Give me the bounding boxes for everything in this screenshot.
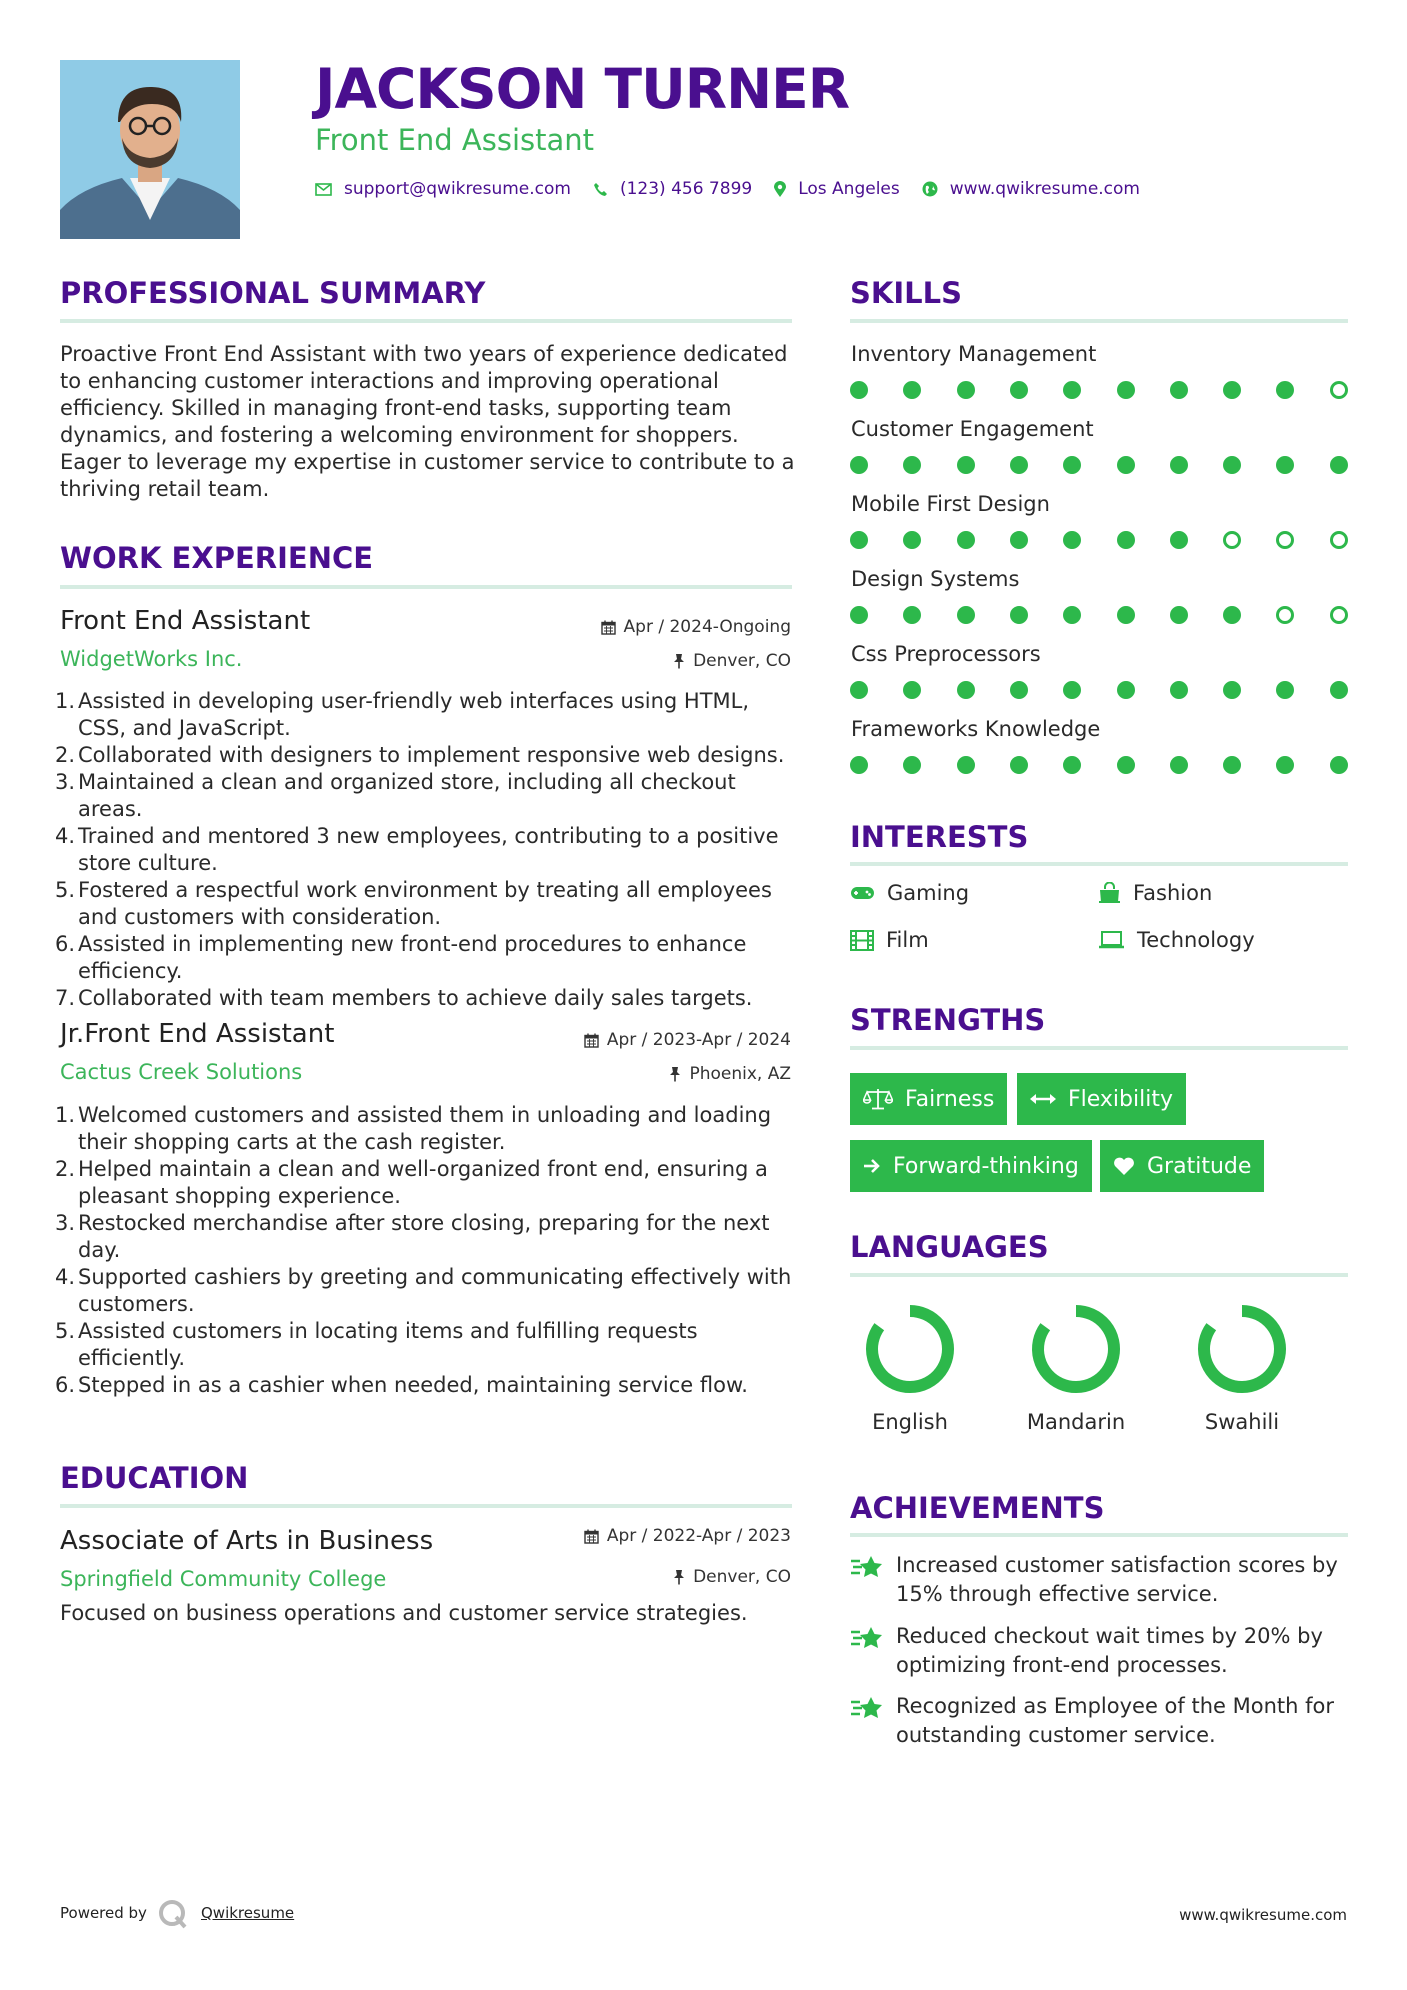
achievement-item xyxy=(850,1692,1360,1750)
education-description: Focused on business operations and customer service strategies. xyxy=(60,1601,748,1625)
interest-item xyxy=(850,881,969,905)
skill-dot-filled xyxy=(1063,681,1081,699)
language-label: English xyxy=(872,1410,948,1434)
candidate-name: JACKSON TURNER xyxy=(315,57,850,121)
shooting-star-icon xyxy=(850,1694,884,1722)
skill-dot-filled xyxy=(957,531,975,549)
film-icon xyxy=(850,930,874,951)
interest-item xyxy=(850,928,929,952)
skill-name: Inventory Management xyxy=(851,342,1097,366)
bullet-text: Collaborated with designers to implement responsive web designs. xyxy=(78,743,785,767)
bullet-item xyxy=(55,1372,800,1399)
language-label: Mandarin xyxy=(1026,1410,1126,1434)
bullet-text: Maintained a clean and organized store, including all checkout areas. xyxy=(78,770,736,821)
skill-dot-filled xyxy=(1170,381,1188,399)
job-location xyxy=(669,1064,791,1084)
skill-rating xyxy=(850,681,1350,701)
dates-text: Apr / 2022-Apr / 2023 xyxy=(606,1526,791,1546)
skill-dot-filled xyxy=(1010,456,1028,474)
bullet-number: 6. xyxy=(55,932,76,956)
location-text: Denver, CO xyxy=(693,651,791,671)
bullet-item xyxy=(55,688,800,742)
skill-dot-filled xyxy=(903,456,921,474)
arrow-right-icon xyxy=(863,1157,881,1175)
website-text: www.qwikresume.com xyxy=(949,179,1140,199)
skill-name: Mobile First Design xyxy=(851,492,1050,516)
strengths-heading: STRENGTHS xyxy=(850,1003,1046,1037)
achievement-item xyxy=(850,1551,1360,1609)
skill-dot-filled xyxy=(957,381,975,399)
bullet-item xyxy=(55,1264,800,1318)
skill-dot-filled xyxy=(903,756,921,774)
bullet-text: Stepped in as a cashier when needed, maintaining service flow. xyxy=(78,1373,748,1397)
skill-dot-filled xyxy=(1276,681,1294,699)
bullet-number: 5. xyxy=(55,878,76,902)
skills-heading: SKILLS xyxy=(850,276,962,310)
section-divider xyxy=(60,585,792,589)
skill-dot-filled xyxy=(1330,681,1348,699)
skill-dot-filled xyxy=(1170,531,1188,549)
skill-dot-filled xyxy=(1117,756,1135,774)
bullet-number: 5. xyxy=(55,1319,76,1343)
dates-text: Apr / 2024-Ongoing xyxy=(623,617,791,637)
qwikresume-link[interactable]: Qwikresume xyxy=(201,1904,295,1922)
calendar-icon xyxy=(584,1529,599,1544)
strength-badge xyxy=(850,1140,1092,1192)
skill-dot-filled xyxy=(1117,381,1135,399)
summary-heading: PROFESSIONAL SUMMARY xyxy=(60,276,486,310)
bullet-item xyxy=(55,1156,800,1210)
language-label: Swahili xyxy=(1204,1410,1280,1434)
candidate-title: Front End Assistant xyxy=(315,123,595,157)
skill-rating xyxy=(850,381,1350,401)
interest-item xyxy=(1098,928,1255,952)
degree-title: Associate of Arts in Business xyxy=(60,1526,434,1556)
bullet-text: Assisted in developing user-friendly web interfaces using HTML, CSS, and JavaScript. xyxy=(78,689,750,740)
skill-dot-filled xyxy=(1010,606,1028,624)
bullet-number: 2. xyxy=(55,743,76,767)
section-divider xyxy=(60,1504,792,1508)
company-name: WidgetWorks Inc. xyxy=(60,647,243,671)
bullet-text: Helped maintain a clean and well-organized front end, ensuring a pleasant shopping experience. xyxy=(78,1157,768,1208)
section-divider xyxy=(850,862,1348,866)
bullet-item xyxy=(55,931,800,985)
section-divider xyxy=(850,319,1348,323)
skill-dot-filled xyxy=(1330,456,1348,474)
contact-row xyxy=(315,179,1162,199)
balance-scale-icon xyxy=(863,1088,893,1110)
thumbtack-icon xyxy=(669,1066,681,1082)
school-name: Springfield Community College xyxy=(60,1567,387,1591)
shooting-star-icon xyxy=(850,1553,884,1581)
skill-dot-filled xyxy=(1223,456,1241,474)
skill-dot-filled xyxy=(1010,531,1028,549)
skill-dot-filled xyxy=(1117,606,1135,624)
job-title: Front End Assistant xyxy=(60,606,311,636)
shooting-star-icon xyxy=(850,1624,884,1652)
education-heading: EDUCATION xyxy=(60,1461,249,1495)
languages-heading: LANGUAGES xyxy=(850,1230,1049,1264)
phone-text: (123) 456 7899 xyxy=(619,179,753,199)
strength-label: Fairness xyxy=(905,1086,995,1112)
skill-dot-empty xyxy=(1330,606,1348,624)
shopping-bag-icon xyxy=(1098,882,1121,904)
skill-dot-filled xyxy=(957,456,975,474)
bullet-text: Fostered a respectful work environment by treating all employees and customers with consideration. xyxy=(78,878,772,929)
skill-dot-filled xyxy=(1063,531,1081,549)
achievement-item xyxy=(850,1622,1360,1680)
interest-label: Fashion xyxy=(1133,881,1213,905)
gamepad-icon xyxy=(850,885,875,901)
bullet-number: 1. xyxy=(55,1103,76,1127)
profile-photo xyxy=(60,60,240,239)
bullet-text: Collaborated with team members to achieve daily sales targets. xyxy=(78,986,753,1010)
skill-dot-empty xyxy=(1330,381,1348,399)
experience-heading: WORK EXPERIENCE xyxy=(60,541,374,575)
section-divider xyxy=(850,1533,1348,1537)
achievement-text: Recognized as Employee of the Month for outstanding customer service. xyxy=(896,1694,1334,1747)
language-progress-ring xyxy=(1016,1302,1136,1402)
language-item xyxy=(1016,1302,1136,1434)
skill-dot-empty xyxy=(1276,606,1294,624)
skill-dot-filled xyxy=(1276,756,1294,774)
skill-dot-filled xyxy=(1330,756,1348,774)
section-divider xyxy=(850,1046,1348,1050)
skill-dot-filled xyxy=(850,456,868,474)
skill-dot-filled xyxy=(1170,606,1188,624)
skill-dot-filled xyxy=(1117,681,1135,699)
skill-dot-empty xyxy=(1330,531,1348,549)
bullet-number: 6. xyxy=(55,1373,76,1397)
company-name: Cactus Creek Solutions xyxy=(60,1060,303,1084)
skill-rating xyxy=(850,531,1350,551)
job-location xyxy=(673,651,791,671)
contact-website[interactable] xyxy=(922,179,1140,199)
interest-item xyxy=(1098,881,1212,905)
skill-dot-filled xyxy=(1276,381,1294,399)
skill-rating xyxy=(850,456,1350,476)
bullet-text: Restocked merchandise after store closing, preparing for the next day. xyxy=(78,1211,770,1262)
skill-dot-filled xyxy=(957,756,975,774)
skill-dot-filled xyxy=(1170,681,1188,699)
skill-dot-filled xyxy=(1063,456,1081,474)
education-dates xyxy=(584,1526,791,1546)
language-item xyxy=(850,1302,970,1434)
interests-heading: INTERESTS xyxy=(850,820,1029,854)
job-dates xyxy=(601,617,791,637)
bullet-item xyxy=(55,985,800,1012)
skill-dot-filled xyxy=(850,756,868,774)
skill-dot-filled xyxy=(1063,381,1081,399)
summary-text: Proactive Front End Assistant with two years of experience dedicated to enhancing customer interactions and improving operational efficiency. Skilled in managing front-end tasks, supporting team dynamics, and fostering a welcoming environment for shoppers. Eager to leverage my expertise in customer service to contribute to a thriving retail team. xyxy=(60,342,795,501)
powered-by-text: Powered by xyxy=(60,1904,147,1922)
email-text: support@qwikresume.com xyxy=(344,179,571,199)
bullet-item xyxy=(55,1210,800,1264)
skill-dot-filled xyxy=(903,681,921,699)
skill-dot-filled xyxy=(903,381,921,399)
skill-dot-filled xyxy=(1170,756,1188,774)
bullet-number: 7. xyxy=(55,986,76,1010)
skill-dot-filled xyxy=(1223,606,1241,624)
bullet-number: 4. xyxy=(55,1265,76,1289)
location-text: Los Angeles xyxy=(798,179,900,199)
skill-dot-filled xyxy=(1276,456,1294,474)
section-divider xyxy=(60,319,792,323)
skill-dot-filled xyxy=(957,681,975,699)
bullet-item xyxy=(55,742,800,769)
location-text: Denver, CO xyxy=(693,1567,791,1587)
skill-dot-filled xyxy=(903,531,921,549)
bullet-item xyxy=(55,823,800,877)
envelope-icon xyxy=(315,183,332,196)
skill-dot-filled xyxy=(1010,681,1028,699)
globe-icon xyxy=(922,181,938,197)
contact-phone[interactable] xyxy=(593,179,752,199)
skill-name: Css Preprocessors xyxy=(851,642,1041,666)
bullet-number: 3. xyxy=(55,1211,76,1235)
skill-dot-filled xyxy=(1223,681,1241,699)
strength-label: Flexibility xyxy=(1068,1086,1173,1112)
bullet-item xyxy=(55,1102,800,1156)
interest-label: Gaming xyxy=(887,881,970,905)
strength-label: Gratitude xyxy=(1147,1153,1252,1179)
strength-badge xyxy=(850,1073,1007,1125)
skill-dot-filled xyxy=(850,381,868,399)
calendar-icon xyxy=(601,620,616,635)
skill-dot-filled xyxy=(850,606,868,624)
q-logo-icon xyxy=(157,1898,189,1930)
bullet-text: Trained and mentored 3 new employees, contributing to a positive store culture. xyxy=(78,824,779,875)
skill-dot-filled xyxy=(1010,381,1028,399)
skill-dot-filled xyxy=(1010,756,1028,774)
bullet-item xyxy=(55,1318,800,1372)
skill-rating xyxy=(850,756,1350,776)
skill-dot-filled xyxy=(1063,756,1081,774)
calendar-icon xyxy=(584,1033,599,1048)
skill-dot-filled xyxy=(957,606,975,624)
bullet-text: Assisted in implementing new front-end procedures to enhance efficiency. xyxy=(78,932,747,983)
location-text: Phoenix, AZ xyxy=(689,1064,791,1084)
skill-dot-filled xyxy=(1223,381,1241,399)
bullet-number: 3. xyxy=(55,770,76,794)
achievements-heading: ACHIEVEMENTS xyxy=(850,1491,1105,1525)
arrows-horizontal-icon xyxy=(1030,1092,1056,1106)
dates-text: Apr / 2023-Apr / 2024 xyxy=(606,1030,791,1050)
skill-name: Customer Engagement xyxy=(851,417,1094,441)
section-divider xyxy=(850,1273,1348,1277)
bullet-text: Supported cashiers by greeting and communicating effectively with customers. xyxy=(78,1265,792,1316)
strength-badge xyxy=(1100,1140,1264,1192)
bullet-text: Assisted customers in locating items and fulfilling requests efficiently. xyxy=(78,1319,698,1370)
skill-dot-filled xyxy=(1223,756,1241,774)
contact-email[interactable] xyxy=(315,179,571,199)
education-location xyxy=(673,1567,791,1587)
qwikresume-logo-icon[interactable] xyxy=(157,1898,189,1934)
thumbtack-icon xyxy=(673,1569,685,1585)
language-progress-ring xyxy=(1182,1302,1302,1402)
strength-label: Forward-thinking xyxy=(893,1153,1079,1179)
bullet-number: 4. xyxy=(55,824,76,848)
job-bullets xyxy=(55,1102,800,1399)
language-item xyxy=(1182,1302,1302,1434)
achievement-text: Reduced checkout wait times by 20% by optimizing front-end processes. xyxy=(896,1624,1323,1677)
laptop-icon xyxy=(1098,931,1125,949)
bullet-item xyxy=(55,769,800,823)
phone-icon xyxy=(593,182,608,197)
job-dates xyxy=(584,1030,791,1050)
person-portrait-icon xyxy=(60,60,240,239)
interest-label: Technology xyxy=(1137,928,1255,952)
bullet-number: 2. xyxy=(55,1157,76,1181)
skill-dot-filled xyxy=(1170,456,1188,474)
skill-dot-filled xyxy=(1117,456,1135,474)
job-bullets xyxy=(55,688,800,1012)
bullet-item xyxy=(55,877,800,931)
achievement-text: Increased customer satisfaction scores by 15% through effective service. xyxy=(896,1553,1338,1606)
skill-dot-filled xyxy=(850,531,868,549)
contact-location xyxy=(774,179,900,199)
skill-dot-filled xyxy=(1117,531,1135,549)
strength-badge xyxy=(1017,1073,1186,1125)
map-marker-icon xyxy=(774,181,786,198)
skill-name: Design Systems xyxy=(851,567,1020,591)
skill-rating xyxy=(850,606,1350,626)
job-title: Jr.Front End Assistant xyxy=(60,1019,335,1049)
skill-name: Frameworks Knowledge xyxy=(851,717,1101,741)
bullet-text: Welcomed customers and assisted them in unloading and loading their shopping carts at the cash register. xyxy=(78,1103,772,1154)
skill-dot-empty xyxy=(1223,531,1241,549)
interest-label: Film xyxy=(886,928,929,952)
skill-dot-filled xyxy=(903,606,921,624)
skill-dot-filled xyxy=(1063,606,1081,624)
skill-dot-empty xyxy=(1276,531,1294,549)
heart-icon xyxy=(1113,1157,1135,1176)
footer-website[interactable]: www.qwikresume.com xyxy=(1179,1906,1347,1924)
thumbtack-icon xyxy=(673,653,685,669)
language-progress-ring xyxy=(850,1302,970,1402)
bullet-number: 1. xyxy=(55,689,76,713)
skill-dot-filled xyxy=(850,681,868,699)
